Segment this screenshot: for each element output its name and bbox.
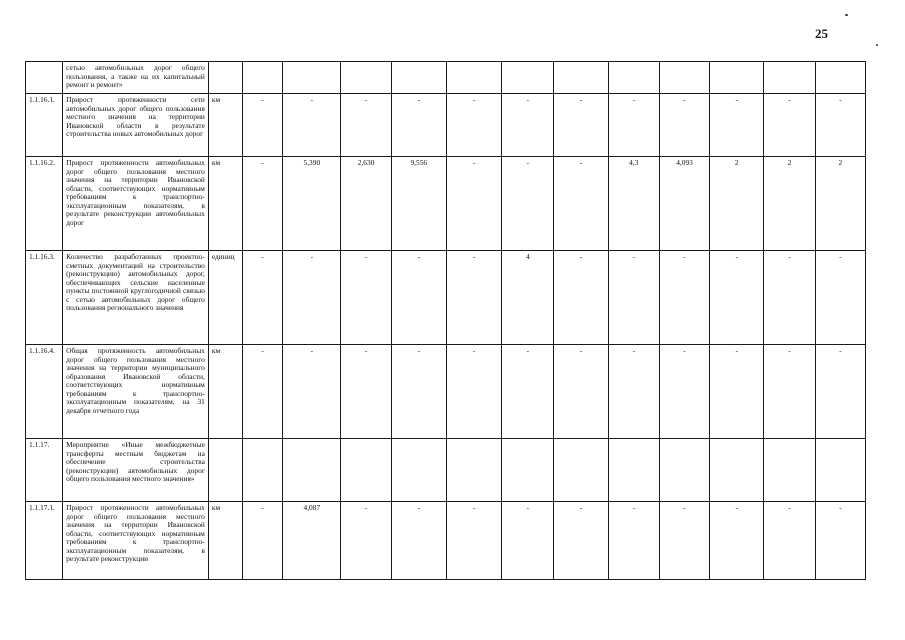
value-cell: -: [391, 94, 446, 157]
table-body: [26, 62, 866, 580]
page-number: 25: [815, 26, 828, 41]
row-number: 1.1.17.: [26, 439, 63, 502]
value-cell: 4: [502, 251, 554, 345]
value-cell: -: [815, 94, 865, 157]
unit-cell: [208, 62, 242, 94]
value-cell: -: [502, 157, 554, 251]
value-cell: [554, 62, 608, 94]
value-cell: -: [243, 94, 283, 157]
table-row: [26, 345, 866, 439]
value-cell: [659, 439, 709, 502]
value-cell: -: [659, 94, 709, 157]
value-cell: -: [341, 251, 391, 345]
value-cell: [764, 62, 815, 94]
value-cell: [608, 439, 659, 502]
value-cell: [243, 62, 283, 94]
value-cell: -: [815, 502, 865, 580]
row-number: 1.1.16.4.: [26, 345, 63, 439]
table-row: [26, 439, 866, 502]
value-cell: -: [341, 94, 391, 157]
value-cell: -: [764, 502, 815, 580]
value-cell: -: [391, 345, 446, 439]
value-cell: -: [554, 251, 608, 345]
value-cell: -: [608, 251, 659, 345]
value-cell: [710, 62, 764, 94]
indicators-table: [25, 61, 866, 580]
indicator-description: Прирост протяженности автомобильных дорог общего пользования местного значения на территории Ивановской области, соответствующих нормативным требованиям к транспортно-эксплуатационным показателям, в результате реконструкции автомобильных дорог: [63, 157, 209, 251]
unit-cell: единиц: [208, 251, 242, 345]
value-cell: -: [710, 345, 764, 439]
value-cell: -: [341, 345, 391, 439]
value-cell: -: [446, 502, 501, 580]
value-cell: -: [764, 94, 815, 157]
value-cell: -: [243, 157, 283, 251]
value-cell: -: [608, 94, 659, 157]
value-cell: [283, 439, 341, 502]
indicator-description: Общая протяженность автомобильных дорог общего пользования местного значения на территории муниципального образования Ивановской области, соответствующих нормативным требованиям к транспортно-эксплуатационным показателям, на 31 декабря отчетного года: [63, 345, 209, 439]
value-cell: [764, 439, 815, 502]
value-cell: [659, 62, 709, 94]
value-cell: -: [815, 345, 865, 439]
indicator-description: сетью автомобильных дорог общего пользования, а также на их капитальный ремонт и ремонт»: [63, 62, 209, 94]
unit-cell: км: [208, 502, 242, 580]
value-cell: [341, 439, 391, 502]
row-number: 1.1.16.1.: [26, 94, 63, 157]
unit-cell: км: [208, 157, 242, 251]
value-cell: -: [283, 345, 341, 439]
value-cell: [341, 62, 391, 94]
value-cell: -: [764, 251, 815, 345]
value-cell: 4,087: [283, 502, 341, 580]
value-cell: [815, 439, 865, 502]
value-cell: [243, 439, 283, 502]
value-cell: -: [446, 94, 501, 157]
value-cell: -: [502, 94, 554, 157]
scan-speck: [845, 14, 848, 16]
value-cell: [502, 62, 554, 94]
table-row: [26, 94, 866, 157]
value-cell: [710, 439, 764, 502]
value-cell: -: [283, 251, 341, 345]
table-row: [26, 502, 866, 580]
value-cell: -: [710, 251, 764, 345]
scan-speck: [876, 44, 878, 46]
value-cell: [283, 62, 341, 94]
row-number: 1.1.17.1.: [26, 502, 63, 580]
value-cell: -: [554, 94, 608, 157]
unit-cell: [208, 439, 242, 502]
value-cell: -: [243, 251, 283, 345]
value-cell: -: [659, 502, 709, 580]
value-cell: -: [243, 502, 283, 580]
indicator-description: Прирост протяженности сети автомобильных дорог общего пользования местного значения на территории Ивановской области в результате строительства новых автомобильных дорог: [63, 94, 209, 157]
value-cell: 9,556: [391, 157, 446, 251]
value-cell: -: [341, 502, 391, 580]
indicator-description: Количество разработанных проектно-сметных документаций на строительство (реконструкцию) автомобильных дорог, обеспечивающих сельские населенные пункты постоянной круглогодичной связью с сетью автомобильных дорог общего пользования регионального значения: [63, 251, 209, 345]
value-cell: [502, 439, 554, 502]
value-cell: -: [391, 251, 446, 345]
value-cell: 2: [815, 157, 865, 251]
value-cell: [446, 439, 501, 502]
table-row: [26, 62, 866, 94]
value-cell: -: [608, 345, 659, 439]
value-cell: -: [710, 94, 764, 157]
indicator-description: Прирост протяженности автомобильных дорог общего пользования местного значения на территории Ивановской области, соответствующих нормативным требованиям к транспортно-эксплуатационным показателям, в результате реконструкции: [63, 502, 209, 580]
value-cell: 4,093: [659, 157, 709, 251]
row-number: 1.1.16.2.: [26, 157, 63, 251]
value-cell: 2: [710, 157, 764, 251]
value-cell: [391, 439, 446, 502]
value-cell: 5,390: [283, 157, 341, 251]
value-cell: -: [815, 251, 865, 345]
value-cell: -: [502, 502, 554, 580]
table-row: [26, 157, 866, 251]
value-cell: -: [391, 502, 446, 580]
value-cell: 4,3: [608, 157, 659, 251]
row-number: [26, 62, 63, 94]
value-cell: -: [659, 251, 709, 345]
unit-cell: км: [208, 94, 242, 157]
indicator-description: Мероприятие «Иные межбюджетные трансферты местным бюджетам на обеспечение строительства (реконструкции) автомобильных дорог общего пользования местного значения»: [63, 439, 209, 502]
value-cell: -: [554, 502, 608, 580]
value-cell: -: [446, 345, 501, 439]
value-cell: -: [243, 345, 283, 439]
value-cell: -: [502, 345, 554, 439]
value-cell: -: [554, 345, 608, 439]
row-number: 1.1.16.3.: [26, 251, 63, 345]
value-cell: [815, 62, 865, 94]
value-cell: 2,630: [341, 157, 391, 251]
table-row: [26, 251, 866, 345]
value-cell: -: [710, 502, 764, 580]
value-cell: [391, 62, 446, 94]
value-cell: -: [608, 502, 659, 580]
unit-cell: км: [208, 345, 242, 439]
value-cell: -: [446, 157, 501, 251]
value-cell: -: [554, 157, 608, 251]
value-cell: -: [764, 345, 815, 439]
value-cell: -: [659, 345, 709, 439]
value-cell: -: [283, 94, 341, 157]
value-cell: [554, 439, 608, 502]
value-cell: [608, 62, 659, 94]
value-cell: -: [446, 251, 501, 345]
value-cell: 2: [764, 157, 815, 251]
value-cell: [446, 62, 501, 94]
